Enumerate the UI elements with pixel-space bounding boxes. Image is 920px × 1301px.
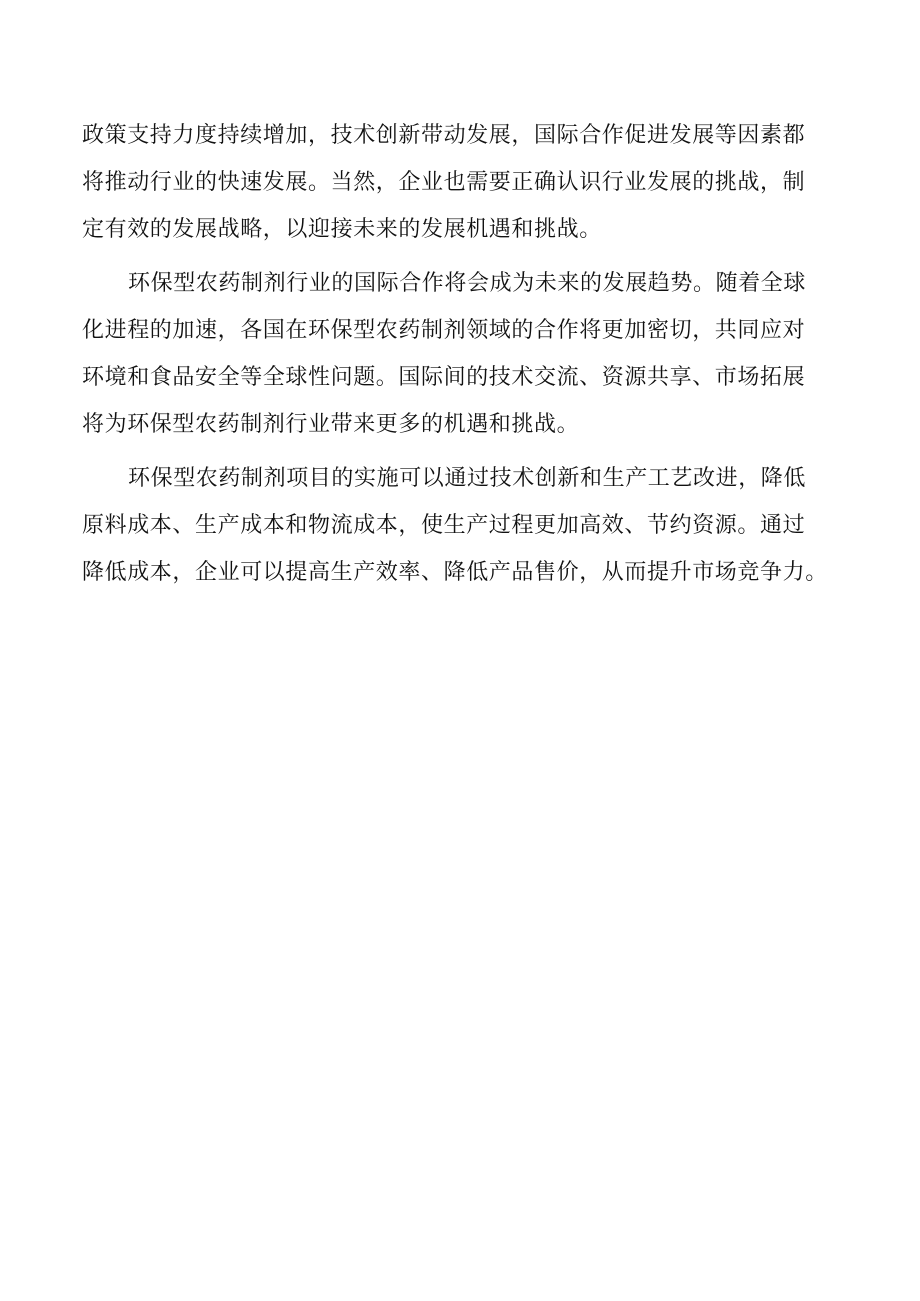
paragraph-line: 将为环保型农药制剂行业带来更多的机遇和挑战。	[82, 412, 580, 437]
paragraph-line: 环保型农药制剂行业的国际合作将会成为未来的发展趋势。随着全球	[128, 271, 807, 296]
paragraph-line: 原料成本、生产成本和物流成本，使生产过程更加高效、节约资源。通过	[82, 513, 806, 538]
paragraph-line: 将推动行业的快速发展。当然，企业也需要正确认识行业发展的挑战，制	[82, 170, 806, 195]
paragraph-2	[82, 260, 827, 448]
paragraph-line: 政策支持力度持续增加，技术创新带动发展，国际合作促进发展等因素都	[82, 123, 806, 148]
paragraph-line: 降低成本，企业可以提高生产效率、降低产品售价，从而提升市场竞争力。	[82, 560, 828, 585]
paragraph-line: 环境和食品安全等全球性问题。国际间的技术交流、资源共享、市场拓展	[82, 365, 806, 390]
document-body	[82, 112, 827, 603]
paragraph-line: 定有效的发展战略，以迎接未来的发展机遇和挑战。	[82, 217, 602, 242]
paragraph-3	[82, 455, 827, 596]
paragraph-line: 环保型农药制剂项目的实施可以通过技术创新和生产工艺改进，降低	[128, 466, 807, 491]
paragraph-line: 化进程的加速，各国在环保型农药制剂领域的合作将更加密切，共同应对	[82, 318, 806, 343]
paragraph-1	[82, 112, 827, 253]
